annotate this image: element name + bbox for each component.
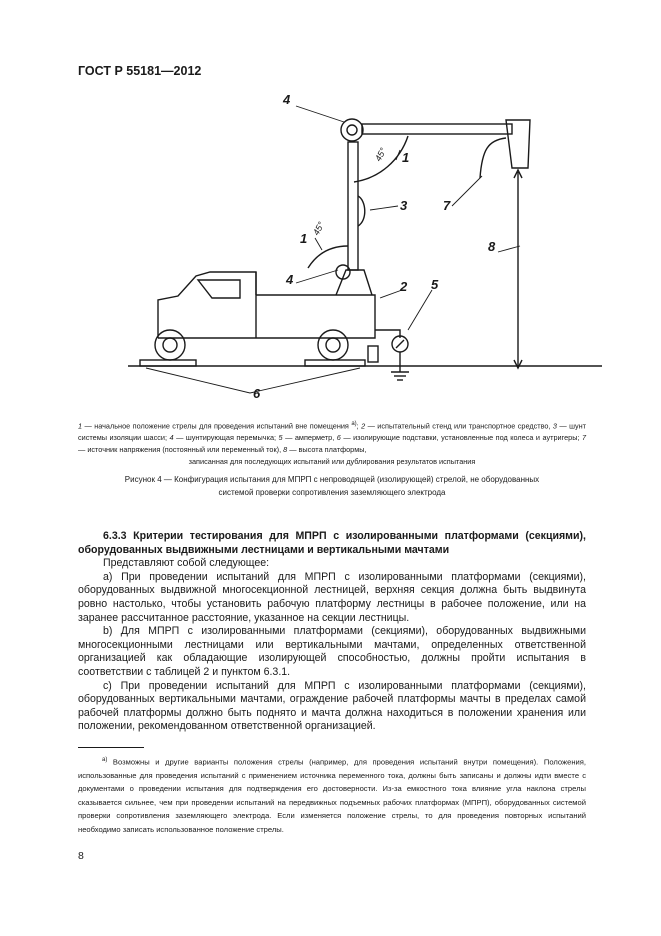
label-7: 7 bbox=[443, 198, 451, 213]
paragraph-b: b) Для МПРП с изолированными платформами (секциями), оборудованных выдвижными многосекционными лестницами или вертикальными мачтами, определенных ответственной организацией как обладающие изолирующей способностью, должны пройти испытания в соответствии с таблицей 2 и пунктом 6.3.1. bbox=[78, 625, 586, 678]
label-1-top: 1 bbox=[402, 150, 410, 165]
voltage-source-wire bbox=[480, 138, 506, 178]
chassis-shunt bbox=[358, 196, 365, 226]
section-heading: 6.3.3 Критерии тестирования для МПРП с изолированными платформами (секциями), оборудованных выдвижными лестницами и вертикальными мачтами bbox=[78, 530, 586, 556]
figure-4-diagram bbox=[0, 0, 661, 400]
paragraph-a: а) При проведении испытаний для МПРП с изолированными платформами (секциями), оборудованных выдвижной многосекционной лестницей, верхняя секция должна быть выдвинута ровно настолько, чтобы установить рабочую платформу лестницы в рабочее положение, или на заранее рассчитанное расстояние, указанное на секции лестницы. bbox=[78, 570, 586, 624]
platform-bucket bbox=[506, 120, 530, 168]
figure-caption: Рисунок 4 — Конфигурация испытания для МПРП с непроводящей (изолирующей) стрелой, не оборудованных системой проверки сопротивления заземляющего электрода bbox=[124, 475, 540, 497]
page-number: 8 bbox=[78, 850, 84, 862]
label-4-bottom: 4 bbox=[286, 272, 294, 287]
rear-wheel bbox=[318, 330, 348, 360]
truck-cab bbox=[158, 272, 256, 338]
boom-turret bbox=[336, 270, 372, 295]
footnote-separator bbox=[78, 747, 144, 748]
label-4-top: 4 bbox=[283, 92, 291, 107]
label-3: 3 bbox=[400, 198, 408, 213]
insulating-pad-rear bbox=[305, 360, 365, 366]
footnote: $^{а)}$ Возможны и другие варианты положения стрелы (например, для проведения испытаний внутри помещения). Положения, использованные для проведения испытаний с применением источника переменного тока, должны быть записаны и должны идти вместе с документами о проведении испытания для подтверждения его достоверности. Из-за емкостного тока влияние угла наклона стрелы сказывается сильнее, чем при проведении испытаний на передвижных подъемных рабочих платформах (МПРП), оборудованных системой проверки сопротивления заземляющего электрода. Если изменяется положение стрелы, то для проведения повторных испытаний необходимо записать использованное положение стрелы. bbox=[78, 757, 586, 834]
vertical-boom bbox=[348, 142, 358, 270]
label-1-mid: 1 bbox=[300, 231, 308, 246]
paragraph-c: с) При проведении испытаний для МПРП с изолированными платформами (секциями), оборудованных вертикальными мачтами, ограждение рабочей платформы мачты в пределах самой рабочей платформы должно быть поднято и мачта должна находиться в положении хранения или положении, рекомендованном ответственной организацией. bbox=[78, 679, 586, 733]
angle-label-top: 45° bbox=[372, 146, 389, 163]
insulating-pad-front bbox=[140, 360, 196, 366]
label-8: 8 bbox=[488, 239, 496, 254]
outrigger-pad bbox=[368, 346, 378, 362]
horizontal-boom bbox=[362, 124, 512, 134]
legend-last-line: записанная для последующих испытаний или дублирования результатов испытания bbox=[188, 457, 476, 467]
figure-legend: 1 — начальное положение стрелы для проведения испытаний вне помещения $^{а)}$; 2 — испытательный стенд или транспортное средство, 3 — шунт системы изоляции шасси; 4 — шунтирующая перемычка; 5 — амперметр, 6 — изолирующие подставки, установленные под колеса и аутригеры; 7 — источник напряжения (постоянный или переменный ток), 8 — высота платформы, записанная для последующих испытаний или дублирования результатов испытания bbox=[78, 421, 587, 467]
truck-body bbox=[158, 295, 375, 338]
angle-label-mid: 45° bbox=[310, 220, 327, 237]
label-6: 6 bbox=[253, 386, 261, 400]
paragraph-intro: Представляют собой следующее: bbox=[103, 557, 270, 570]
label-2: 2 bbox=[400, 279, 408, 294]
boom-joint bbox=[341, 119, 363, 141]
label-5: 5 bbox=[431, 277, 439, 292]
section-6-3-3 bbox=[78, 530, 586, 734]
document-header: ГОСТ Р 55181—2012 bbox=[78, 64, 202, 78]
front-wheel bbox=[155, 330, 185, 360]
